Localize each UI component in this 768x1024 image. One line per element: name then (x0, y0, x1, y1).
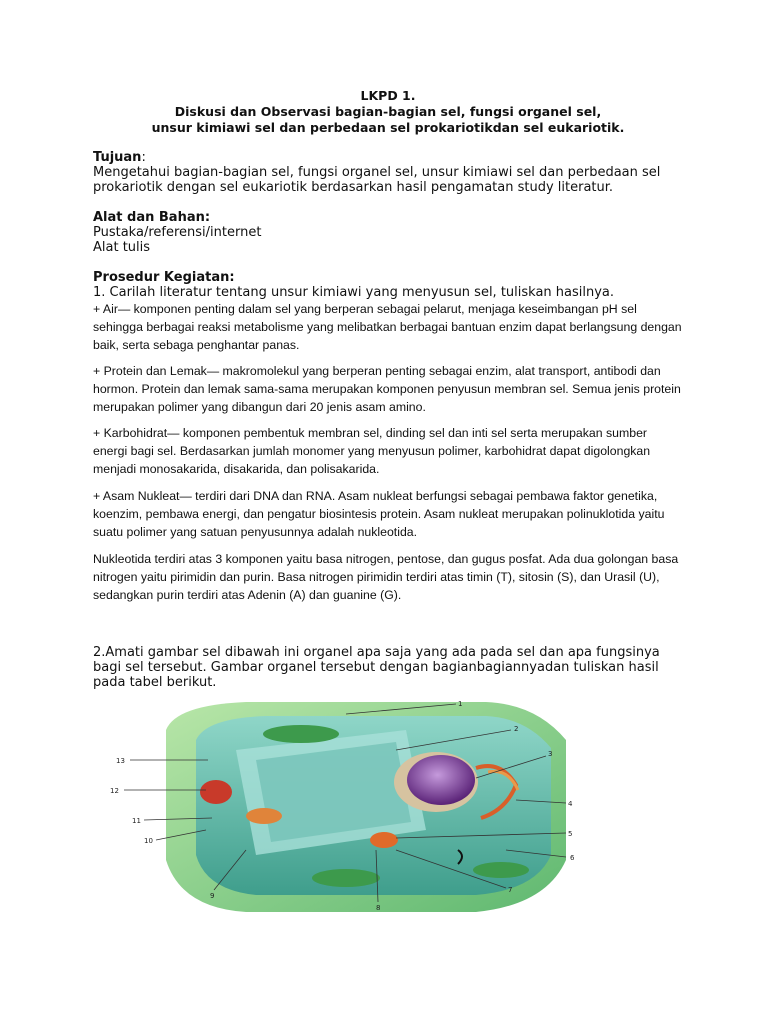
prosedur-step-1: 1. Carilah literatur tentang unsur kimiawi yang menyusun sel, tuliskan hasilnya. (93, 285, 615, 300)
title-line-3: unsur kimiawi sel dan perbedaan sel prokariotikdan sel eukariotik. (151, 120, 625, 135)
label-11: 11 (132, 817, 141, 825)
prosedur-step-2: 2.Amati gambar sel dibawah ini organel apa saja yang ada pada sel dan apa fungsinya bagi sel tersebut. Gambar organel tersebut dengan bagianbagiannyadan tuliskan hasil pada tabel berikut. (93, 645, 660, 690)
alat-heading: Alat dan Bahan: (93, 210, 211, 225)
alat-section (93, 210, 683, 255)
alat-item: Pustaka/referensi/internet (93, 225, 262, 240)
label-4: 4 (568, 800, 573, 808)
chloroplast (263, 725, 339, 743)
golgi-vesicle (370, 832, 398, 848)
tujuan-colon: : (141, 150, 146, 165)
paragraph-nukleotida: Nukleotida terdiri atas 3 komponen yaitu basa nitrogen, pentose, dan gugus posfat. Ada dua golongan basa nitrogen yaitu pirimidin dan purin. Basa nitrogen pirimidin terdiri atas timin (T), sitosin (S), dan Urasil (U), sedangkan purin terdiri atas Adenin (A) dan guanine (G). (93, 552, 679, 602)
label-5: 5 (568, 830, 573, 838)
paragraph-air: + Air— komponen penting dalam sel yang berperan sebagai pelarut, menjaga keseimbangan pH sel sehingga berbagai reaksi metabolisme yang melibatkan berbagai bantuan enzim dapat berlangsung dengan baik, serta sebaga penghantar panas. (93, 302, 682, 352)
tujuan-heading: Tujuan (93, 150, 142, 165)
title-line-1: LKPD 1. (360, 88, 416, 103)
label-13: 13 (116, 757, 125, 765)
prosedur-section (93, 270, 683, 300)
chloroplast (473, 862, 529, 878)
tujuan-text: Mengetahui bagian-bagian sel, fungsi organel sel, unsur kimiawi sel dan perbedaan sel prokariotik dengan sel eukariotik berdasarkan hasil pengamatan study literatur. (93, 165, 661, 195)
label-12: 12 (110, 787, 119, 795)
label-1: 1 (458, 700, 463, 708)
label-6: 6 (570, 854, 575, 862)
worksheet-title (93, 88, 683, 136)
paragraph-protein: + Protein dan Lemak— makromolekul yang berperan penting sebagai enzim, alat transport, antibodi dan hormon. Protein dan lemak sama-sama merupakan komponen penyusun membran sel. Semua jenis protein merupakan polimer yang dibangun dari 20 jenis asam amino. (93, 364, 681, 414)
chloroplast (312, 869, 380, 887)
label-2: 2 (514, 725, 519, 733)
nucleus (407, 755, 475, 805)
plant-cell-figure (96, 690, 601, 916)
tujuan-section (93, 150, 683, 195)
label-7: 7 (508, 886, 513, 894)
label-10: 10 (144, 837, 153, 845)
paragraph-karbohidrat: + Karbohidrat— komponen pembentuk membran sel, dinding sel dan inti sel serta merupakan sumber energi bagi sel. Berdasarkan jumlah monomer yang menyusun polimer, karbohidrat dapat digolongkan menjadi monosakarida, disakarida, dan polisakarida. (93, 426, 651, 476)
paragraph-asam-nukleat: + Asam Nukleat— terdiri dari DNA dan RNA. Asam nukleat berfungsi sebagai pembawa faktor genetika, koenzim, pembawa energi, dan pengatur biosintesis protein. Asam nukleat merupakan polinuklotida yaitu suatu polimer yang satuan penyusunnya adalah nukleotida. (93, 489, 665, 539)
prosedur-heading: Prosedur Kegiatan: (93, 270, 235, 285)
label-8: 8 (376, 904, 381, 912)
label-9: 9 (210, 892, 215, 900)
mitochondrion (200, 780, 232, 804)
plant-cell-diagram (96, 690, 601, 916)
label-3: 3 (548, 750, 553, 758)
alat-item: Alat tulis (93, 240, 151, 255)
mitochondrion (246, 808, 282, 824)
title-line-2: Diskusi dan Observasi bagian-bagian sel, fungsi organel sel, (174, 104, 602, 119)
